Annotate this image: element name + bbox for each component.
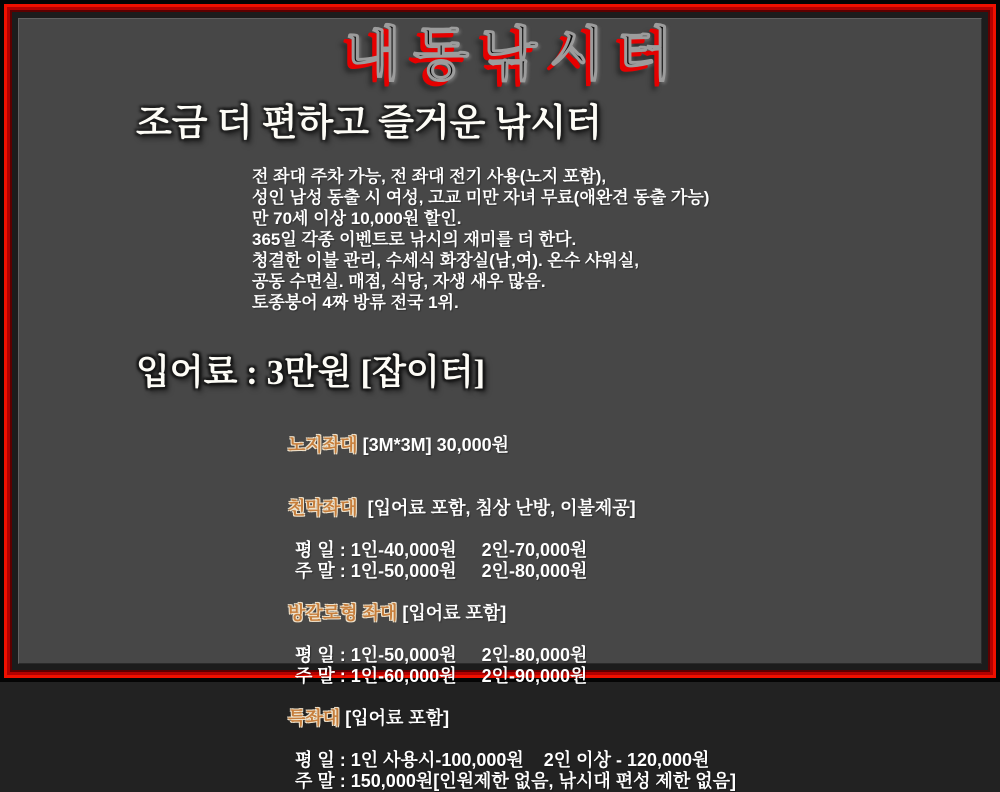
price-line: 평 일 : 1인 사용시-100,000원 2인 이상 - 120,000원 xyxy=(295,750,710,770)
frame-dark-band xyxy=(12,12,988,791)
amenity-line: 전 좌대 주차 가능, 전 좌대 전기 사용(노지 포함), xyxy=(252,167,607,186)
frame-red-inner xyxy=(10,10,990,791)
price-line: 주 말 : 1인-50,000원 2인-80,000원 xyxy=(295,561,588,581)
amenity-line: 토종붕어 4짜 방류 전국 1위. xyxy=(252,293,459,312)
seat-name: 천막좌대 xyxy=(288,498,358,518)
poster-subtitle: 조금 더 편하고 즐거운 낚시터 xyxy=(136,103,602,144)
seat-detail: [3M*3M] 30,000원 xyxy=(357,435,510,455)
poster-title: 내동낚시터 xyxy=(344,22,686,87)
frame-red-outer xyxy=(4,4,996,791)
fee-title: 입어료 : 3만원 [잡이터] xyxy=(136,353,486,392)
price-item-noji xyxy=(208,414,736,477)
amenity-line: 성인 남성 동출 시 여성, 고교 미만 자녀 무료(애완견 동출 가능) xyxy=(252,188,710,207)
price-item-special xyxy=(208,687,736,750)
seat-name: 특좌대 xyxy=(288,708,341,728)
amenity-line: 만 70세 이상 10,000원 할인. xyxy=(252,209,462,228)
price-line: 평 일 : 1인-50,000원 2인-80,000원 xyxy=(295,645,588,665)
price-item-bungalow xyxy=(208,582,736,645)
amenity-line: 365일 각종 이벤트로 낚시의 재미를 더 한다. xyxy=(252,230,577,249)
price-line: 주 말 : 150,000원[인원제한 없음, 낚시대 편성 제한 없음] xyxy=(295,771,737,791)
amenities-list xyxy=(252,166,709,313)
seat-detail: [입어료 포함] xyxy=(397,603,507,623)
seat-name: 방갈로형 좌대 xyxy=(288,603,398,623)
amenity-line: 공동 수면실. 매점, 식당, 자생 새우 많음. xyxy=(252,272,546,291)
pricing-list xyxy=(208,414,736,792)
amenity-line: 청결한 이불 관리, 수세식 화장실(남,여). 온수 샤워실, xyxy=(252,251,639,270)
seat-name: 노지좌대 xyxy=(288,435,358,455)
price-line: 주 말 : 1인-60,000원 2인-90,000원 xyxy=(295,666,588,686)
seat-detail: [입어료 포함, 침상 난방, 이불제공] xyxy=(357,498,636,518)
price-line: 평 일 : 1인-40,000원 2인-70,000원 xyxy=(295,540,588,560)
price-item-tent xyxy=(208,477,736,540)
poster-content xyxy=(18,18,982,791)
frame-red-mid xyxy=(7,7,993,791)
seat-detail: [입어료 포함] xyxy=(340,708,450,728)
